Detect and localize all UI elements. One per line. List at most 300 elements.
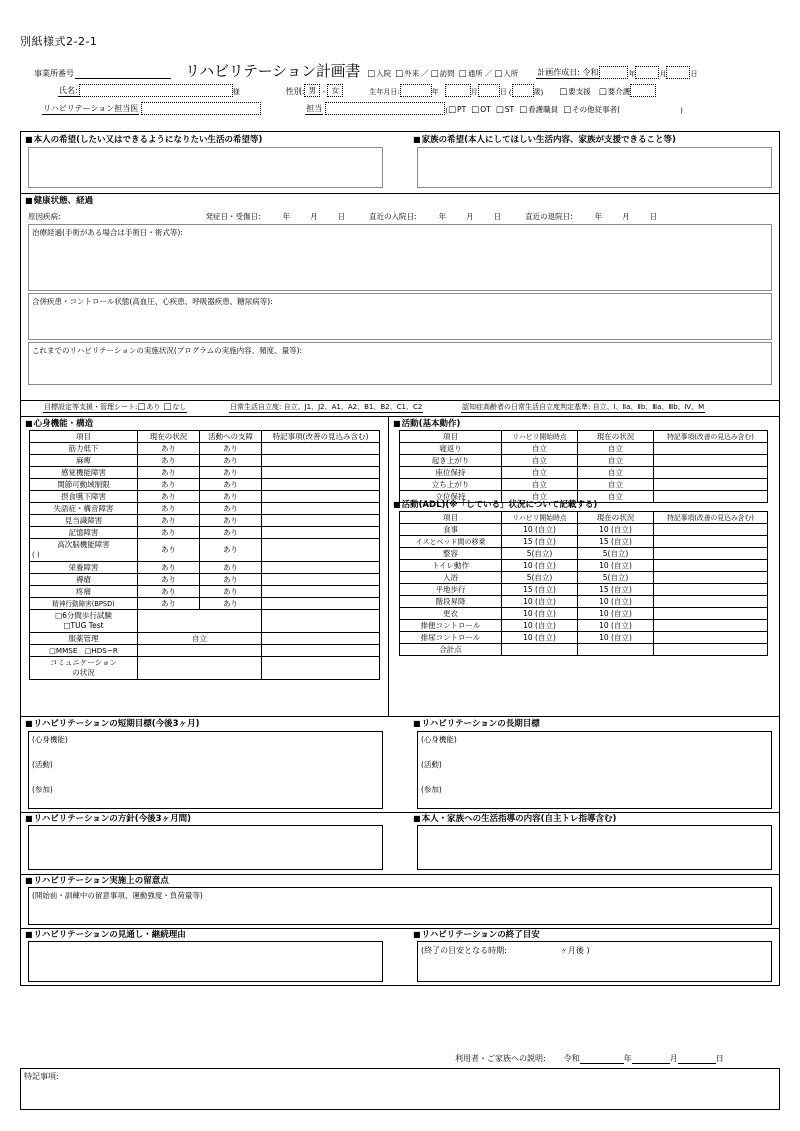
form-id: 別紙様式2-2-1: [20, 35, 98, 48]
service-sep-1: ／: [421, 69, 429, 78]
ab-note-2[interactable]: [654, 467, 768, 479]
family-wish-title: ■ 家族の希望(本人にしてほしい生活内容、家族が支援できること等): [413, 135, 676, 145]
bf-current-9[interactable]: あり: [138, 562, 200, 574]
birth-month-unit: 月: [470, 88, 478, 96]
sex-label: 性別:: [285, 87, 305, 96]
adl-item-4: 入浴: [400, 572, 502, 584]
adl-current-2[interactable]: 5(自立): [578, 548, 654, 560]
explanation-year-unit: 年: [623, 1054, 632, 1063]
birth-year-unit: 年: [431, 88, 439, 96]
comorbidity-label: 合併疾患・コントロール状態(高血圧、心疾患、呼吸器疾患、糖尿病等):: [32, 297, 273, 306]
explanation-era: 令和: [563, 1054, 580, 1063]
bf-test-item: [30, 610, 138, 633]
bf-item-8-line2[interactable]: ( ): [32, 551, 40, 559]
admit-day-unit: 日: [493, 211, 502, 221]
admit-month-unit: 月: [466, 211, 474, 221]
checkbox-other-staff[interactable]: □ その他従事者(: [563, 104, 620, 115]
bf-item-5: 失語症・構音障害: [30, 503, 138, 515]
adl-item-3: トイレ動作: [400, 560, 502, 572]
long-goal-participation-label: (参加): [421, 785, 442, 794]
plan-date-label: 計画作成日: 令和: [537, 68, 599, 77]
bf-impact-12[interactable]: あり: [200, 598, 262, 610]
adl-item-5: 平地歩行: [400, 584, 502, 596]
table-row: [400, 608, 768, 620]
adl-current-1[interactable]: 15 (自立): [578, 536, 654, 548]
header-line-3: [20, 97, 780, 115]
short-goal-activity-label: (活動): [32, 760, 53, 769]
adl-note-4[interactable]: [654, 572, 768, 584]
treatment-course-label: 治療経過(手術がある場合は手術日・術式等):: [32, 228, 183, 237]
table-row: [30, 610, 380, 633]
admit-label: 直近の入院日:: [369, 211, 417, 221]
table-row: [30, 515, 380, 527]
discharge-month-unit: 月: [622, 211, 630, 221]
page-title: リハビリテーション計画書: [185, 62, 361, 80]
adl-start-3[interactable]: 10 (自立): [502, 560, 578, 572]
birth-day-input[interactable]: [478, 84, 500, 97]
ab-current-0[interactable]: 自立: [578, 443, 654, 455]
table-row: [30, 657, 380, 680]
ab-col-item: 項目: [400, 431, 502, 443]
header-line-2: [20, 79, 780, 97]
office-no-label: 事業所番号: [34, 69, 74, 78]
ab-current-4[interactable]: 自立: [578, 491, 654, 503]
end-estimate-title: ■ リハビリテーションの終了目安: [413, 930, 540, 940]
adl-current-5[interactable]: 15 (自立): [578, 584, 654, 596]
bf-current-5[interactable]: あり: [138, 503, 200, 515]
bf-item-10: 褥瘡: [30, 574, 138, 586]
policy-input[interactable]: [28, 825, 383, 870]
adl-start-6[interactable]: 10 (自立): [502, 596, 578, 608]
bf-communication-line1: コミュニケーション: [49, 658, 118, 667]
goal-sheet-group[interactable]: [43, 402, 187, 413]
activity-adl-tbody: [400, 524, 768, 656]
bf-item-3: 関節可動域制限: [30, 479, 138, 491]
bf-cognitive-note[interactable]: [262, 645, 380, 657]
adl-current-8[interactable]: 10 (自立): [578, 620, 654, 632]
health-section: [21, 193, 779, 400]
adl-current-7[interactable]: 10 (自立): [578, 608, 654, 620]
adl-note-10[interactable]: [654, 644, 768, 656]
sex-male-option[interactable]: 男: [304, 84, 320, 97]
bf-impact-6[interactable]: あり: [200, 515, 262, 527]
table-row: [30, 491, 380, 503]
plan-date-day-input[interactable]: [666, 66, 690, 79]
birth-month-input[interactable]: [445, 84, 471, 97]
bf-current-11[interactable]: あり: [138, 586, 200, 598]
adl-col-current: 現在の状況: [578, 512, 654, 524]
table-row: [30, 479, 380, 491]
bf-current-4[interactable]: あり: [138, 491, 200, 503]
self-wish-input[interactable]: [28, 147, 383, 188]
bf-col-current: 現在の状況: [138, 431, 200, 443]
plan-date-day-unit: 日: [690, 70, 698, 78]
adl-item-9: 排尿コントロール: [400, 632, 502, 644]
bf-current-2[interactable]: あり: [138, 467, 200, 479]
table-row: [400, 479, 768, 491]
bf-impact-7[interactable]: あり: [200, 527, 262, 539]
ab-current-3[interactable]: 自立: [578, 479, 654, 491]
checkbox-pt[interactable]: □ PT: [448, 105, 466, 115]
ab-item-0: 寝返り: [400, 443, 502, 455]
explanation-month-unit: 月: [669, 1054, 678, 1063]
table-row: [400, 443, 768, 455]
adl-item-10: 合計点: [400, 644, 502, 656]
adl-start-7[interactable]: 10 (自立): [502, 608, 578, 620]
service-sep-2: ／: [484, 69, 493, 78]
adl-current-9[interactable]: 10 (自立): [578, 632, 654, 644]
bf-impact-0[interactable]: あり: [200, 443, 262, 455]
bf-impact-11[interactable]: あり: [200, 586, 262, 598]
table-row: [400, 467, 768, 479]
activity-basic-tbody: [400, 443, 768, 503]
health-title: ■ 健康状態、経過: [25, 196, 93, 206]
table-row: [400, 572, 768, 584]
self-wish-title: ■ 本人の希望(したい又はできるようになりたい生活の希望等): [25, 135, 262, 145]
long-goal-body-label: (心身機能): [421, 735, 457, 744]
name-suffix: 様: [232, 88, 240, 96]
bf-current-7[interactable]: あり: [138, 527, 200, 539]
adl-independence-label: 日常生活自立度: 自立、J1、J2、A1、A2、B1、B2、C1、C2: [230, 403, 423, 411]
checkbox-yoshien[interactable]: □ 要支援: [559, 86, 591, 97]
table-row: [400, 548, 768, 560]
plan-date-year-input[interactable]: [599, 66, 628, 79]
previous-rehab-input[interactable]: [28, 342, 772, 385]
bf-note-1[interactable]: [262, 455, 380, 467]
goals-section: [21, 716, 779, 812]
bf-note-9[interactable]: [262, 562, 380, 574]
body-function-title: ■ 心身機能・構造: [25, 419, 93, 429]
table-row: [30, 503, 380, 515]
bf-note-2[interactable]: [262, 467, 380, 479]
cautions-section: [21, 874, 779, 928]
ab-start-3[interactable]: 自立: [502, 479, 578, 491]
goal-sheet-yes[interactable]: □ あり: [137, 403, 160, 411]
onset-label: 発症日・受傷日:: [205, 211, 261, 221]
policy-title: ■ リハビリテーションの方針(今後3ヶ月間): [25, 814, 191, 824]
ab-item-3: 立ち上がり: [400, 479, 502, 491]
care-level-input[interactable]: [630, 84, 656, 97]
discharge-day-unit: 日: [649, 211, 658, 221]
activity-basic-title: ■ 活動(基本動作): [393, 419, 460, 429]
adl-start-5[interactable]: 15 (自立): [502, 584, 578, 596]
adl-current-4[interactable]: 5(自立): [578, 572, 654, 584]
ab-item-2: 座位保持: [400, 467, 502, 479]
adl-note-7[interactable]: [654, 608, 768, 620]
bf-note-7[interactable]: [262, 527, 380, 539]
adl-item-6: 階段昇降: [400, 596, 502, 608]
adl-note-6[interactable]: [654, 596, 768, 608]
bf-test-note[interactable]: [262, 610, 380, 633]
end-estimate-unit: ヶ月後 ): [559, 946, 590, 955]
admit-year-unit: 年: [438, 211, 447, 221]
table-row: [30, 527, 380, 539]
short-goal-input[interactable]: [28, 731, 383, 809]
activity-basic-table: [399, 430, 768, 503]
bf-current-12[interactable]: あり: [138, 598, 200, 610]
ab-note-0[interactable]: [654, 443, 768, 455]
table-header-row: [400, 512, 768, 524]
table-row: [30, 645, 380, 657]
checkbox-nyusho[interactable]: □ 入所: [494, 68, 518, 79]
adl-current-0[interactable]: 10 (自立): [578, 524, 654, 536]
birth-day-unit: 日: [499, 88, 507, 96]
ab-note-3[interactable]: [654, 479, 768, 491]
bf-item-8: [30, 539, 138, 562]
bf-current-10[interactable]: あり: [138, 574, 200, 586]
ab-start-1[interactable]: 自立: [502, 455, 578, 467]
adl-note-2[interactable]: [654, 548, 768, 560]
birth-year-input[interactable]: [400, 84, 432, 97]
adl-current-10[interactable]: [578, 644, 654, 656]
explanation-day-unit: 日: [715, 1054, 724, 1063]
bf-current-6[interactable]: あり: [138, 515, 200, 527]
ab-item-4: 立位保持: [400, 491, 502, 503]
bf-note-8[interactable]: [262, 539, 380, 562]
adl-col-item: 項目: [400, 512, 502, 524]
explanation-year-input[interactable]: [580, 1053, 624, 1064]
bf-item-7: 記憶障害: [30, 527, 138, 539]
checkbox-nyuin[interactable]: □ 入院: [367, 68, 391, 79]
bf-item-4: 摂食嚥下障害: [30, 491, 138, 503]
ab-col-note: 特記事項(改善の見込み含む): [654, 431, 768, 443]
name-label: 氏名:: [59, 86, 78, 95]
bf-note-4[interactable]: [262, 491, 380, 503]
sex-female-option[interactable]: 女: [327, 84, 343, 97]
checkbox-ot[interactable]: □ OT: [471, 105, 491, 115]
table-header-row: [30, 431, 380, 443]
table-row: [400, 524, 768, 536]
short-goal-participation-label: (参加): [32, 785, 53, 794]
table-row: [400, 536, 768, 548]
adl-note-5[interactable]: [654, 584, 768, 596]
activity-adl-table: [399, 511, 768, 656]
name-input[interactable]: [79, 84, 233, 97]
form-header: [20, 62, 780, 115]
wishes-section: [21, 132, 779, 193]
adl-start-1[interactable]: 15 (自立): [502, 536, 578, 548]
adl-note-3[interactable]: [654, 560, 768, 572]
table-header-row: [400, 431, 768, 443]
bf-note-5[interactable]: [262, 503, 380, 515]
plan-date-year-unit: 年: [628, 70, 636, 78]
bf-impact-3[interactable]: あり: [200, 479, 262, 491]
adl-item-8: 排便コントロール: [400, 620, 502, 632]
bf-impact-9[interactable]: あり: [200, 562, 262, 574]
bf-item-12: 精神行動障害(BPSD): [30, 598, 138, 610]
ab-col-start: リハビリ開始時点: [502, 431, 578, 443]
checkbox-nurse[interactable]: □ 看護職員: [519, 104, 558, 115]
bf-current-0[interactable]: あり: [138, 443, 200, 455]
header-line-1: [20, 62, 780, 79]
table-row: [400, 644, 768, 656]
main-frame: [20, 131, 780, 986]
staff-open-paren: (: [445, 107, 449, 115]
bf-note-10[interactable]: [262, 574, 380, 586]
outlook-section: [21, 928, 779, 985]
table-row: [30, 539, 380, 562]
table-row: [400, 455, 768, 467]
body-function-tbody: [30, 443, 380, 680]
ab-col-current: 現在の状況: [578, 431, 654, 443]
bf-communication-line2: の状況: [72, 668, 95, 677]
staff-close-paren: ): [680, 107, 683, 115]
ab-start-0[interactable]: 自立: [502, 443, 578, 455]
bf-note-0[interactable]: [262, 443, 380, 455]
table-row: [30, 574, 380, 586]
bf-communication-value[interactable]: [138, 657, 262, 680]
bf-item-2: 感覚機能障害: [30, 467, 138, 479]
plan-date-month-unit: 月: [659, 70, 667, 78]
bf-med-item: 服薬管理: [30, 633, 138, 645]
explanation-month-input[interactable]: [632, 1053, 670, 1064]
checkbox-tug-test[interactable]: □TUG Test: [63, 621, 104, 630]
bf-cognitive-item[interactable]: □MMSE □HDS−R: [30, 645, 138, 657]
checkbox-6min-walk-test[interactable]: □6分間歩行試験: [55, 611, 112, 620]
bf-cognitive-value[interactable]: [138, 645, 262, 657]
adl-note-9[interactable]: [654, 632, 768, 644]
caution-title: ■ リハビリテーション実施上の留意点: [25, 876, 169, 886]
table-row: [30, 443, 380, 455]
checkbox-homon[interactable]: □ 訪問: [431, 68, 455, 79]
criteria-line: [21, 401, 779, 415]
bf-impact-8[interactable]: あり: [200, 539, 262, 562]
ab-current-2[interactable]: 自立: [578, 467, 654, 479]
office-no-input[interactable]: [75, 68, 171, 79]
age-close-paren: ): [540, 89, 544, 97]
ab-start-4[interactable]: 自立: [502, 491, 578, 503]
discharge-label: 直近の退院日:: [525, 211, 573, 221]
guidance-input[interactable]: [417, 825, 772, 870]
adl-start-4[interactable]: 5(自立): [502, 572, 578, 584]
birth-label: 生年月日:: [369, 88, 400, 96]
activity-adl-title: ■ 活動(ADL)(※「している」状況について記載する): [393, 500, 597, 510]
goal-sheet-label: 目標設定等支援・管理シート:: [44, 403, 138, 411]
adl-start-8[interactable]: 10 (自立): [502, 620, 578, 632]
explanation-label: 利用者・ご家族への説明:: [455, 1054, 546, 1063]
checkbox-gairai[interactable]: □ 外来: [395, 68, 419, 79]
adl-col-start: リハビリ開始時点: [502, 512, 578, 524]
bf-note-11[interactable]: [262, 586, 380, 598]
adl-note-1[interactable]: [654, 536, 768, 548]
body-function-table: [29, 430, 380, 680]
staff-label: 担当: [306, 104, 323, 113]
adl-start-2[interactable]: 5(自立): [502, 548, 578, 560]
bf-col-impact: 活動への支障: [200, 431, 262, 443]
table-row: [30, 562, 380, 574]
adl-current-3[interactable]: 10 (自立): [578, 560, 654, 572]
family-wish-input[interactable]: [417, 147, 772, 188]
dementia-criteria-label: 認知症高齢者の日常生活自立度判定基準: 自立、Ⅰ、Ⅱa、Ⅱb、Ⅲa、Ⅲb、Ⅳ、M: [462, 403, 705, 411]
outlook-input[interactable]: [28, 941, 383, 982]
table-row: [400, 632, 768, 644]
table-row: [30, 586, 380, 598]
bf-col-item: 項目: [30, 431, 138, 443]
checkbox-tsusho[interactable]: □ 通所: [459, 68, 483, 79]
adl-start-0[interactable]: 10 (自立): [502, 524, 578, 536]
bf-current-8[interactable]: あり: [138, 539, 200, 562]
checkbox-st[interactable]: □ ST: [496, 105, 514, 115]
bf-item-1: 麻痺: [30, 455, 138, 467]
table-row: [400, 584, 768, 596]
table-row: [400, 596, 768, 608]
long-goal-title: ■ リハビリテーションの長期目標: [413, 719, 540, 729]
bf-med-value[interactable]: 自立: [138, 633, 262, 645]
bf-impact-10[interactable]: あり: [200, 574, 262, 586]
bf-communication-item: [30, 657, 138, 680]
adl-current-6[interactable]: 10 (自立): [578, 596, 654, 608]
ab-note-1[interactable]: [654, 455, 768, 467]
end-estimate-line: [421, 945, 590, 956]
age-input[interactable]: [512, 84, 534, 97]
bf-col-note: 特記事項(改善の見込み含む): [262, 431, 380, 443]
explanation-day-input[interactable]: [678, 1053, 716, 1064]
remarks-input[interactable]: [20, 1068, 780, 1110]
treatment-course-input[interactable]: [28, 224, 772, 291]
adl-note-8[interactable]: [654, 620, 768, 632]
policy-section: [21, 812, 779, 874]
age-open-paren: (: [508, 89, 512, 97]
bf-item-6: 見当識障害: [30, 515, 138, 527]
guidance-title: ■ 本人・家族への生活指導の内容(自主トレ指導含む): [413, 814, 616, 824]
bf-note-3[interactable]: [262, 479, 380, 491]
bf-med-note[interactable]: [262, 633, 380, 645]
bf-communication-note[interactable]: [262, 657, 380, 680]
health-dates-line: [28, 210, 772, 222]
ab-note-4[interactable]: [654, 491, 768, 503]
bf-impact-4[interactable]: あり: [200, 491, 262, 503]
end-estimate-sub-label: (終了の目安となる時期:: [421, 946, 507, 955]
previous-rehab-label: これまでのリハビリテーションの実施状況(プログラムの実施内容、頻度、量等):: [32, 346, 303, 355]
long-goal-input[interactable]: [417, 731, 772, 809]
bf-current-1[interactable]: あり: [138, 455, 200, 467]
bf-note-6[interactable]: [262, 515, 380, 527]
bf-item-11: 疼痛: [30, 586, 138, 598]
bf-item-9: 栄養障害: [30, 562, 138, 574]
ab-current-1[interactable]: 自立: [578, 455, 654, 467]
adl-item-1: イスとベッド間の移乗: [400, 536, 502, 548]
staff-input[interactable]: [325, 102, 445, 115]
checkbox-yokaigo[interactable]: □ 要介護: [599, 86, 631, 97]
disease-label: 原因疾病:: [28, 211, 61, 221]
goal-sheet-no[interactable]: □ なし: [163, 403, 186, 411]
table-row: [30, 467, 380, 479]
bf-note-12[interactable]: [262, 598, 380, 610]
ab-start-2[interactable]: 自立: [502, 467, 578, 479]
table-row: [30, 598, 380, 610]
remarks-label: 特記事項:: [24, 1072, 59, 1081]
bf-impact-5[interactable]: あり: [200, 503, 262, 515]
outlook-title: ■ リハビリテーションの見通し・継続理由: [25, 930, 186, 940]
bf-current-3[interactable]: あり: [138, 479, 200, 491]
doctor-label: リハビリテーション担当医: [43, 104, 139, 113]
bf-item-0: 筋力低下: [30, 443, 138, 455]
doctor-input[interactable]: [141, 102, 261, 115]
adl-note-0[interactable]: [654, 524, 768, 536]
discharge-year-unit: 年: [594, 211, 603, 221]
end-estimate-input[interactable]: [417, 941, 772, 982]
bf-impact-2[interactable]: あり: [200, 467, 262, 479]
adl-start-9[interactable]: 10 (自立): [502, 632, 578, 644]
caution-input[interactable]: [28, 887, 772, 925]
bf-impact-1[interactable]: あり: [200, 455, 262, 467]
plan-date-month-input[interactable]: [635, 66, 659, 79]
bf-test-value[interactable]: [138, 610, 262, 633]
comorbidity-input[interactable]: [28, 293, 772, 340]
adl-start-10[interactable]: [502, 644, 578, 656]
table-row: [400, 620, 768, 632]
onset-year-unit: 年: [282, 211, 291, 221]
